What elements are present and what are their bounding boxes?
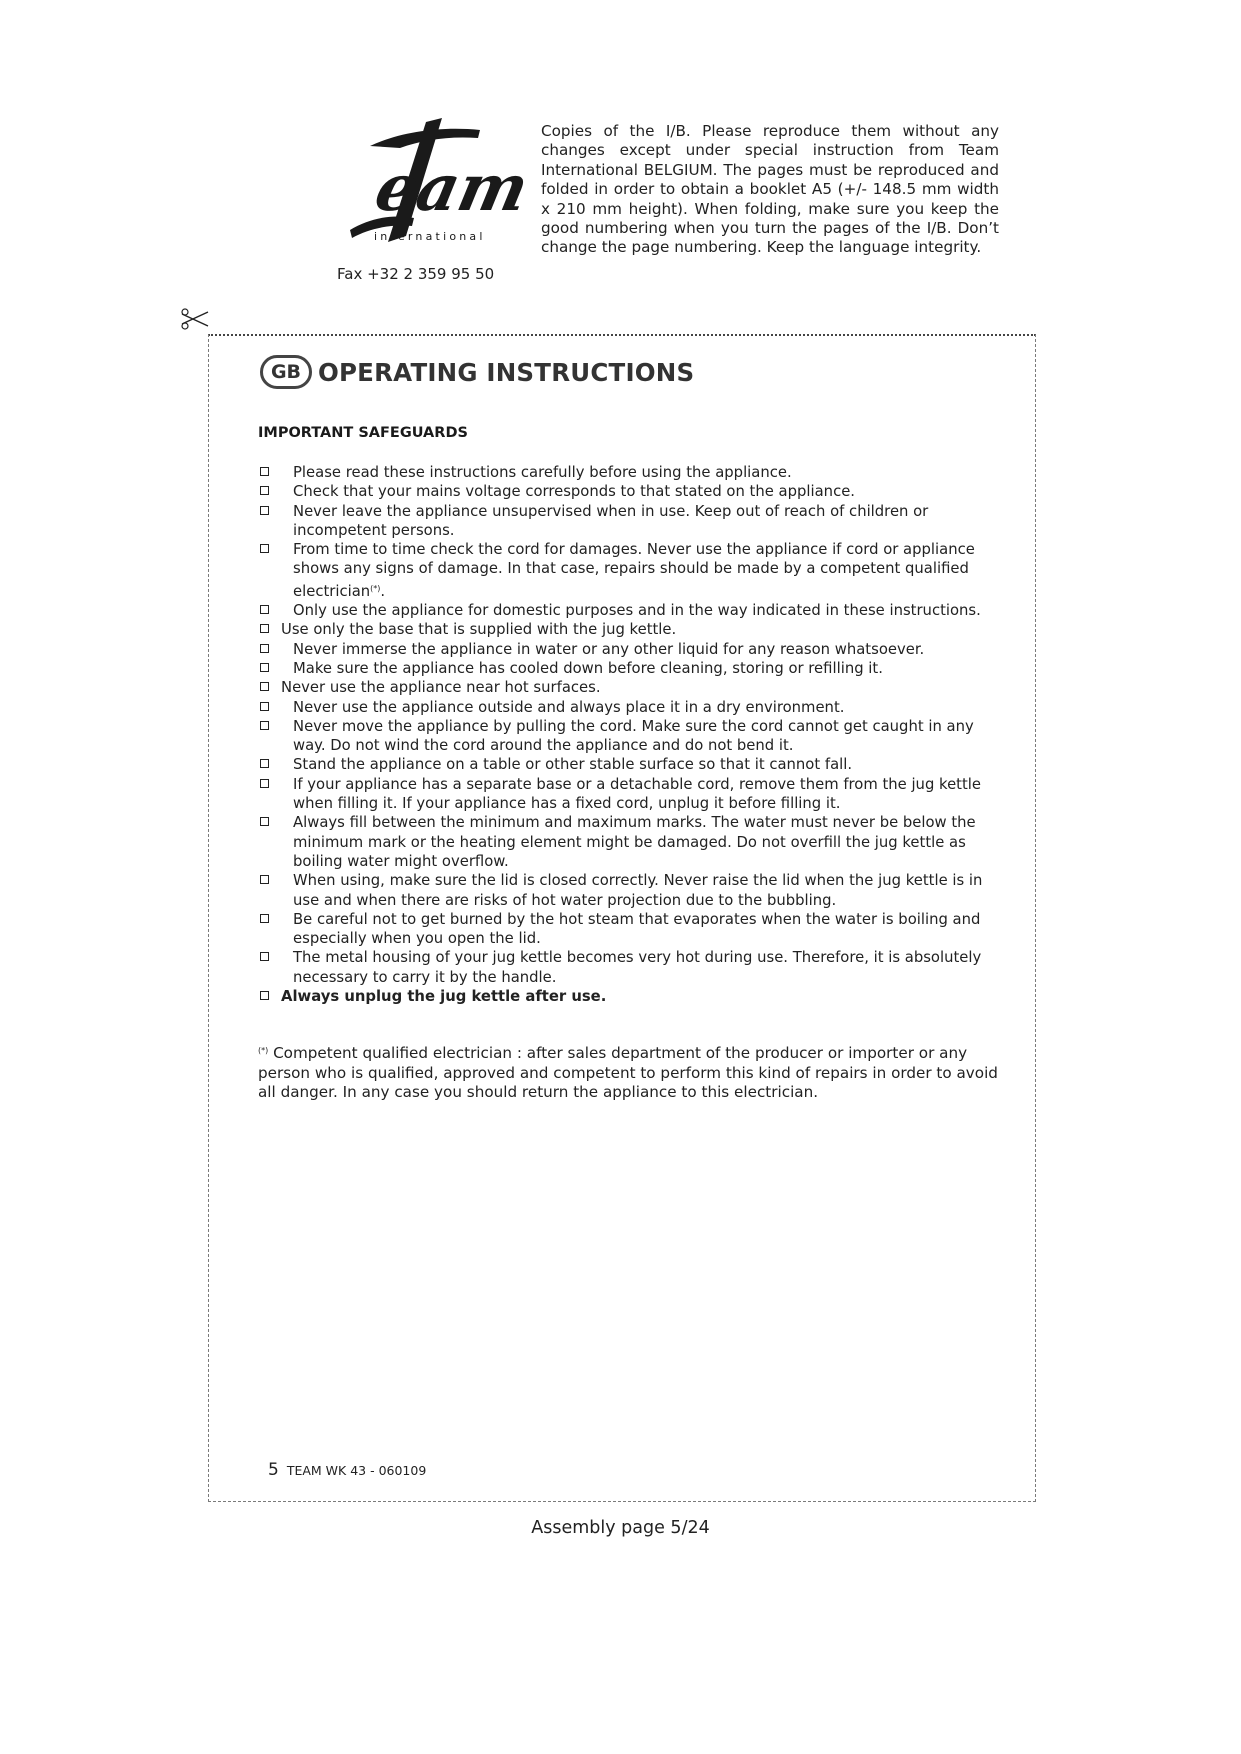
checkbox-icon [260,663,269,672]
svg-text:international: international [374,230,486,243]
list-item: Always fill between the minimum and maximum marks. The water must never be below the minimum mark or the heating element might be damaged. Do not overfill the jug kettle as boiling water might overflow. [258,813,998,871]
list-item: Check that your mains voltage corresponds to that stated on the appliance. [258,482,998,501]
list-item: Please read these instructions carefully before using the appliance. [258,463,998,482]
checkbox-icon [260,506,269,515]
checkbox-icon [260,991,269,1000]
assembly-page-label: Assembly page 5/24 [531,1518,710,1538]
checkbox-icon [260,817,269,826]
safeguards-heading: IMPORTANT SAFEGUARDS [258,425,468,441]
list-item: Use only the base that is supplied with the jug kettle. [258,620,998,639]
checkbox-icon [260,721,269,730]
team-international-logo [330,118,535,253]
checkbox-icon [260,486,269,495]
checkbox-icon [260,644,269,653]
list-item: Make sure the appliance has cooled down before cleaning, storing or refilling it. [258,659,998,678]
checkbox-icon [260,952,269,961]
language-badge: GB [260,355,312,389]
fax-number: Fax +32 2 359 95 50 [337,265,495,283]
checkbox-icon [260,624,269,633]
list-item: Stand the appliance on a table or other stable surface so that it cannot fall. [258,755,998,774]
checkbox-icon [260,914,269,923]
svg-text:eam: eam [369,150,535,226]
page-number: 5 [268,1460,279,1480]
page-footer [268,1460,426,1480]
list-item: Never use the appliance near hot surfaces. [258,678,998,697]
list-item: If your appliance has a separate base or a detachable cord, remove them from the jug kettle when filling it. If your appliance has a fixed cord, unplug it before filling it. [258,775,998,814]
footnote-mark: (*) [258,1046,269,1055]
list-item: Be careful not to get burned by the hot steam that evaporates when the water is boiling and especially when you open the lid. [258,910,998,949]
checkbox-icon [260,875,269,884]
safeguards-list [258,463,998,1006]
checkbox-icon [260,544,269,553]
list-item: Never move the appliance by pulling the cord. Make sure the cord cannot get caught in any way. Do not wind the cord around the appliance and do not bend it. [258,717,998,756]
checkbox-icon [260,682,269,691]
reproduction-note: Copies of the I/B. Please reproduce them without any changes except under special instruction from Team International BELGIUM. The pages must be reproduced and folded in order to obtain a booklet A5 (+/- 148.5 mm width x 210 mm height). When folding, make sure you keep the good numbering when you turn the pages of the I/B. Don’t change the page numbering. Keep the language integrity. [541,122,999,257]
list-item: Never leave the appliance unsupervised when in use. Keep out of reach of children or incompetent persons. [258,502,998,541]
list-item: From time to time check the cord for damages. Never use the appliance if cord or appliance shows any signs of damage. In that case, repairs should be made by a competent qualified electrician(*). [258,540,998,601]
list-item: When using, make sure the lid is closed correctly. Never raise the lid when the jug kettle is in use and when there are risks of hot water projection due to the bubbling. [258,871,998,910]
checkbox-icon [260,605,269,614]
checkbox-icon [260,702,269,711]
list-item: The metal housing of your jug kettle becomes very hot during use. Therefore, it is absolutely necessary to carry it by the handle. [258,948,998,987]
footnote: (*) Competent qualified electrician : after sales department of the producer or importer or any person who is qualified, approved and competent to perform this kind of repairs in order to avoid all danger. In any case you should return the appliance to this electrician. [258,1044,998,1102]
scissors-icon [180,308,210,330]
list-item: Only use the appliance for domestic purposes and in the way indicated in these instructions. [258,601,998,620]
model-code: TEAM WK 43 - 060109 [286,1463,427,1478]
footnote-mark: (*) [370,583,381,593]
checkbox-icon [260,779,269,788]
list-item: Never immerse the appliance in water or any other liquid for any reason whatsoever. [258,640,998,659]
checkbox-icon [260,759,269,768]
checkbox-icon [260,467,269,476]
section-heading [260,352,694,392]
page-title: OPERATING INSTRUCTIONS [318,357,695,387]
list-item: Never use the appliance outside and always place it in a dry environment. [258,698,998,717]
list-item: Always unplug the jug kettle after use. [258,987,998,1006]
